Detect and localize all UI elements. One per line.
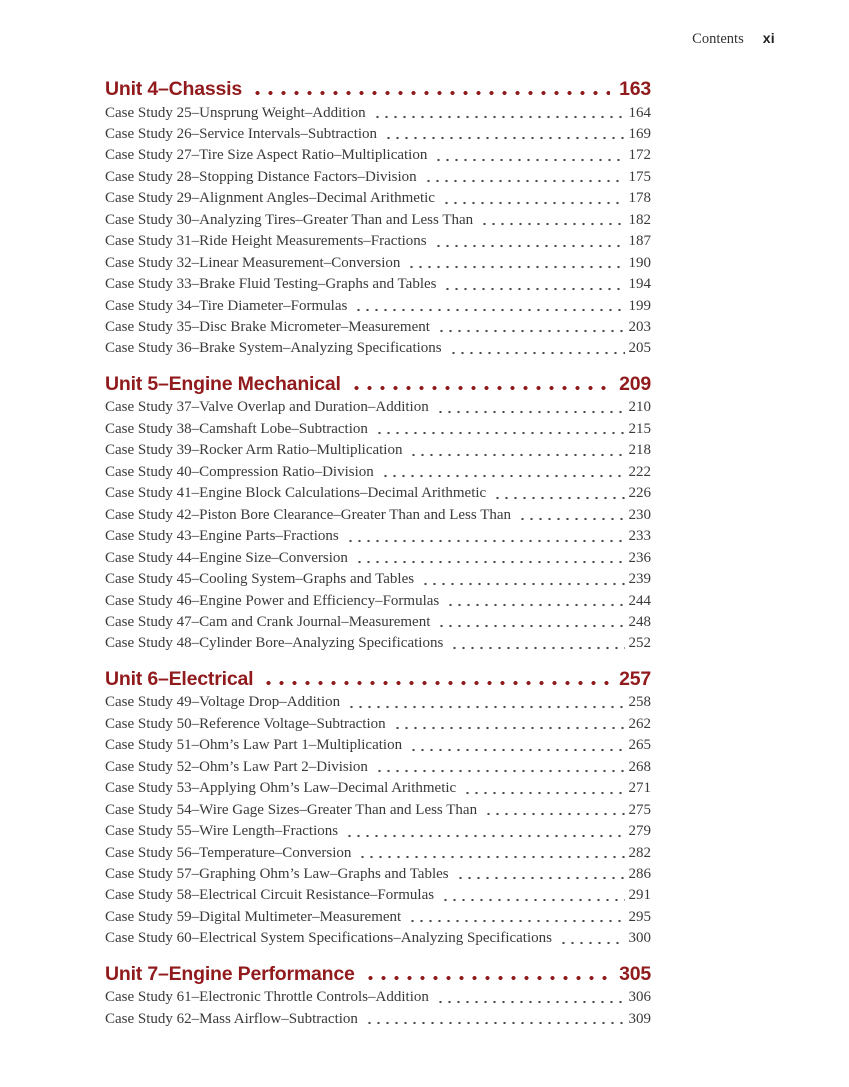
- toc-entry-row: [105, 778, 651, 799]
- toc-entry-row: [105, 885, 651, 906]
- toc-entry-row: [105, 253, 651, 274]
- dot-leader: [373, 757, 625, 778]
- entry-page-number: 187: [628, 233, 651, 250]
- unit-heading-row: [105, 374, 651, 394]
- entry-title: Case Study 36–Brake System–Analyzing Specifications: [105, 340, 442, 357]
- toc-unit-6: [105, 669, 651, 950]
- unit-entries: [105, 692, 651, 949]
- toc-entry-row: [105, 800, 651, 821]
- dot-leader: [434, 397, 625, 418]
- dot-leader: [356, 843, 624, 864]
- entry-title: Case Study 41–Engine Block Calculations–Decimal Arithmetic: [105, 485, 487, 502]
- entry-page-number: 210: [628, 399, 651, 416]
- dot-leader: [422, 167, 625, 188]
- toc-entry-row: [105, 633, 651, 654]
- toc-entry-row: [105, 231, 651, 252]
- dot-leader: [435, 612, 624, 633]
- toc-entry-row: [105, 145, 651, 166]
- dot-leader: [249, 79, 610, 99]
- toc-entry-row: [105, 483, 651, 504]
- entry-page-number: 233: [628, 528, 651, 545]
- toc-unit-7: [105, 964, 651, 1030]
- toc-entry-row: [105, 591, 651, 612]
- entry-title: Case Study 45–Cooling System–Graphs and Tables: [105, 571, 415, 588]
- entry-title: Case Study 52–Ohm’s Law Part 2–Division: [105, 758, 368, 775]
- dot-leader: [345, 692, 624, 713]
- entry-title: Case Study 59–Digital Multimeter–Measurement: [105, 908, 402, 925]
- entry-title: Case Study 34–Tire Diameter–Formulas: [105, 297, 348, 314]
- toc-entry-row: [105, 419, 651, 440]
- entry-page-number: 218: [628, 442, 651, 459]
- toc-entry-row: [105, 821, 651, 842]
- dot-leader: [419, 569, 624, 590]
- dot-leader: [448, 633, 624, 654]
- entry-title: Case Study 28–Stopping Distance Factors–Division: [105, 168, 417, 185]
- entry-title: Case Study 61–Electronic Throttle Controls–Addition: [105, 989, 429, 1006]
- toc-entry-row: [105, 124, 651, 145]
- toc-entry-row: [105, 397, 651, 418]
- page-folio: xi: [762, 30, 775, 46]
- entry-page-number: 262: [628, 715, 651, 732]
- entry-page-number: 239: [628, 571, 651, 588]
- dot-leader: [482, 800, 624, 821]
- entry-page-number: 271: [628, 780, 651, 797]
- entry-title: Case Study 43–Engine Parts–Fractions: [105, 528, 339, 545]
- dot-leader: [344, 526, 625, 547]
- entry-page-number: 279: [628, 823, 651, 840]
- entry-title: Case Study 37–Valve Overlap and Duration–Addition: [105, 399, 429, 416]
- entry-title: Case Study 30–Analyzing Tires–Greater Than and Less Than: [105, 211, 474, 228]
- dot-leader: [434, 987, 625, 1008]
- entry-page-number: 309: [628, 1010, 651, 1027]
- entry-title: Case Study 39–Rocker Arm Ratio–Multiplication: [105, 442, 403, 459]
- dot-leader: [439, 885, 624, 906]
- unit-page-number: 305: [619, 962, 651, 985]
- entry-title: Case Study 42–Piston Bore Clearance–Greater Than and Less Than: [105, 506, 512, 523]
- dot-leader: [343, 821, 624, 842]
- entry-title: Case Study 55–Wire Length–Fractions: [105, 823, 339, 840]
- entry-title: Case Study 48–Cylinder Bore–Analyzing Specifications: [105, 635, 444, 652]
- unit-heading-row: [105, 79, 651, 99]
- toc-entry-row: [105, 440, 651, 461]
- toc-entry-row: [105, 296, 651, 317]
- entry-title: Case Study 50–Reference Voltage–Subtraction: [105, 715, 386, 732]
- toc-entry-row: [105, 928, 651, 949]
- entry-title: Case Study 33–Brake Fluid Testing–Graphs and Tables: [105, 276, 437, 293]
- running-head-title: Contents: [692, 31, 744, 47]
- dot-leader: [362, 964, 610, 984]
- unit-heading-row: [105, 964, 651, 984]
- entry-title: Case Study 54–Wire Gage Sizes–Greater Than and Less Than: [105, 801, 478, 818]
- unit-page-number: 163: [619, 78, 651, 100]
- running-head: [692, 30, 775, 48]
- entry-title: Case Study 26–Service Intervals–Subtraction: [105, 125, 378, 142]
- toc-entry-row: [105, 843, 651, 864]
- unit-page-number: 257: [619, 667, 651, 690]
- toc-entry-row: [105, 714, 651, 735]
- toc-entry-row: [105, 188, 651, 209]
- dot-leader: [461, 778, 624, 799]
- entry-title: Case Study 58–Electrical Circuit Resistance–Formulas: [105, 887, 435, 904]
- unit-title: Unit 4–Chassis: [105, 78, 243, 100]
- toc-entry-row: [105, 274, 651, 295]
- dot-leader: [441, 274, 624, 295]
- dot-leader: [440, 188, 625, 209]
- toc-entry-row: [105, 317, 651, 338]
- entry-page-number: 252: [628, 635, 651, 652]
- entry-page-number: 190: [628, 254, 651, 271]
- dot-leader: [352, 296, 624, 317]
- entry-title: Case Study 44–Engine Size–Conversion: [105, 549, 348, 566]
- entry-title: Case Study 47–Cam and Crank Journal–Measurement: [105, 613, 431, 630]
- entry-page-number: 172: [628, 147, 651, 164]
- entry-page-number: 268: [628, 758, 651, 775]
- entry-title: Case Study 32–Linear Measurement–Conversion: [105, 254, 401, 271]
- entry-title: Case Study 27–Tire Size Aspect Ratio–Multiplication: [105, 147, 428, 164]
- entry-title: Case Study 60–Electrical System Specifications–Analyzing Specifications: [105, 930, 552, 947]
- dot-leader: [432, 231, 625, 252]
- dot-leader: [454, 864, 625, 885]
- entry-page-number: 230: [628, 506, 651, 523]
- dot-leader: [447, 338, 625, 359]
- entry-page-number: 286: [628, 866, 651, 882]
- unit-title: Unit 6–Electrical: [105, 667, 254, 690]
- dot-leader: [363, 1009, 625, 1030]
- unit-page-number: 209: [619, 372, 651, 395]
- dot-leader: [406, 907, 624, 928]
- toc-entry-row: [105, 757, 651, 778]
- entry-page-number: 222: [628, 463, 651, 480]
- entry-page-number: 265: [628, 737, 651, 754]
- entry-page-number: 295: [628, 908, 651, 925]
- entry-title: Case Study 29–Alignment Angles–Decimal Arithmetic: [105, 190, 435, 207]
- toc-entry-row: [105, 526, 651, 547]
- entry-page-number: 282: [628, 844, 651, 861]
- unit-title: Unit 5–Engine Mechanical: [105, 372, 341, 395]
- entry-title: Case Study 25–Unsprung Weight–Addition: [105, 104, 366, 121]
- unit-entries: [105, 103, 651, 360]
- entry-page-number: 178: [628, 190, 651, 207]
- toc-entry-row: [105, 692, 651, 713]
- table-of-contents: [105, 79, 651, 1030]
- entry-title: Case Study 35–Disc Brake Micrometer–Measurement: [105, 319, 430, 336]
- dot-leader: [260, 669, 610, 689]
- entry-page-number: 169: [628, 125, 651, 142]
- entry-page-number: 194: [628, 276, 651, 293]
- dot-leader: [516, 505, 624, 526]
- toc-entry-row: [105, 1009, 651, 1030]
- entry-title: Case Study 53–Applying Ohm’s Law–Decimal Arithmetic: [105, 780, 457, 797]
- toc-entry-row: [105, 338, 651, 359]
- dot-leader: [379, 462, 625, 483]
- entry-page-number: 164: [628, 104, 651, 121]
- toc-entry-row: [105, 569, 651, 590]
- entry-title: Case Study 51–Ohm’s Law Part 1–Multiplication: [105, 737, 403, 754]
- toc-unit-4: [105, 79, 651, 360]
- toc-unit-5: [105, 374, 651, 655]
- dot-leader: [348, 374, 610, 394]
- entry-page-number: 248: [628, 613, 651, 630]
- entry-page-number: 182: [628, 211, 651, 228]
- dot-leader: [391, 714, 625, 735]
- unit-heading-row: [105, 669, 651, 689]
- entry-title: Case Study 49–Voltage Drop–Addition: [105, 694, 341, 711]
- entry-title: Case Study 57–Graphing Ohm’s Law–Graphs and Tables: [105, 866, 449, 882]
- entry-title: Case Study 62–Mass Airflow–Subtraction: [105, 1010, 358, 1027]
- entry-page-number: 275: [628, 801, 651, 818]
- dot-leader: [557, 928, 625, 949]
- entry-page-number: 300: [628, 930, 651, 947]
- unit-entries: [105, 397, 651, 654]
- toc-entry-row: [105, 987, 651, 1008]
- toc-entry-row: [105, 462, 651, 483]
- dot-leader: [405, 253, 624, 274]
- entry-page-number: 226: [628, 485, 651, 502]
- dot-leader: [373, 419, 625, 440]
- entry-page-number: 244: [628, 592, 651, 609]
- entry-title: Case Study 38–Camshaft Lobe–Subtraction: [105, 420, 368, 437]
- entry-title: Case Study 40–Compression Ratio–Division: [105, 463, 374, 480]
- unit-entries: [105, 987, 651, 1030]
- entry-title: Case Study 31–Ride Height Measurements–Fractions: [105, 233, 427, 250]
- toc-entry-row: [105, 864, 651, 885]
- entry-page-number: 203: [628, 319, 651, 336]
- entry-page-number: 175: [628, 168, 651, 185]
- dot-leader: [444, 591, 624, 612]
- dot-leader: [407, 440, 624, 461]
- toc-entry-row: [105, 167, 651, 188]
- unit-title: Unit 7–Engine Performance: [105, 962, 355, 985]
- entry-page-number: 215: [628, 420, 651, 437]
- dot-leader: [435, 317, 625, 338]
- entry-page-number: 205: [628, 340, 651, 357]
- dot-leader: [478, 210, 624, 231]
- toc-entry-row: [105, 735, 651, 756]
- toc-entry-row: [105, 505, 651, 526]
- entry-title: Case Study 56–Temperature–Conversion: [105, 844, 352, 861]
- toc-entry-row: [105, 103, 651, 124]
- entry-page-number: 199: [628, 297, 651, 314]
- dot-leader: [371, 103, 625, 124]
- dot-leader: [432, 145, 624, 166]
- toc-entry-row: [105, 210, 651, 231]
- dot-leader: [491, 483, 624, 504]
- dot-leader: [407, 735, 624, 756]
- toc-entry-row: [105, 907, 651, 928]
- entry-title: Case Study 46–Engine Power and Efficiency–Formulas: [105, 592, 440, 609]
- entry-page-number: 236: [628, 549, 651, 566]
- entry-page-number: 306: [628, 989, 651, 1006]
- dot-leader: [382, 124, 624, 145]
- dot-leader: [353, 548, 625, 569]
- toc-entry-row: [105, 548, 651, 569]
- entry-page-number: 291: [628, 887, 651, 904]
- toc-entry-row: [105, 612, 651, 633]
- entry-page-number: 258: [628, 694, 651, 711]
